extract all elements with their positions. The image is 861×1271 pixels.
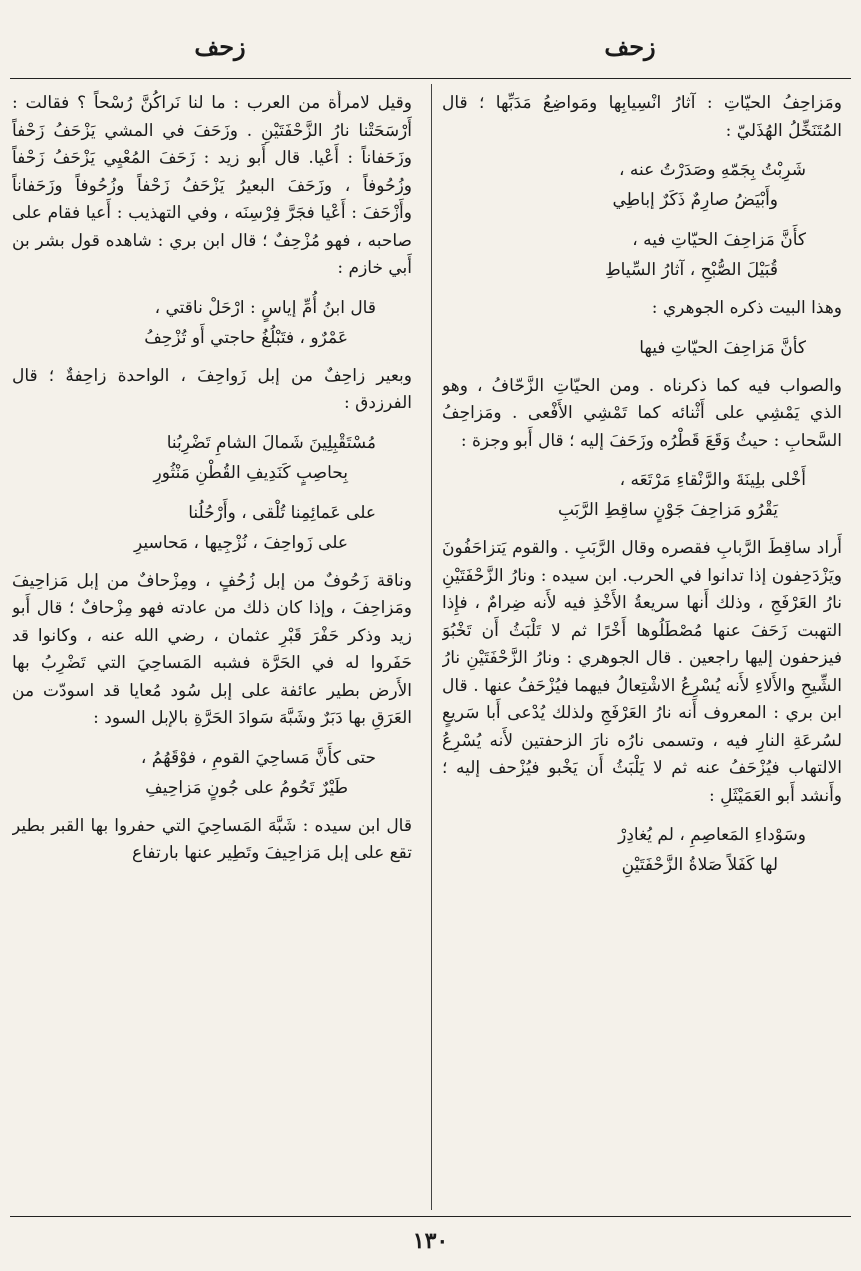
verse-hemistich: وسَوْداءِ المَعاصِمِ ، لم يُغادِرْ — [618, 825, 806, 845]
verse — [442, 820, 842, 880]
verse-hemistich: وأَبْيَضُ صارِمٌ ذَكَرٌ إباطِي — [612, 190, 778, 210]
verse-hemistich: حتى كأَنَّ مَساحِيَ القومِ ، فوْقَهُمُ ، — [140, 747, 376, 768]
paragraph: ومَزاحِفُ الحيّاتِ : آثارُ انْسِيابِها ومَواضِعُ مَدَبِّها ؛ قال المُتَنَخِّلُ الهُذَليّ : — [442, 93, 842, 141]
paragraph: وقيل لامرأَة من العرب : ما لنا نَراكُنَّ رُسْحاً ؟ فقالت : أَرْسَحَتْنا نارُ الزَّحْفَتَيْنِ . وزَحَفَ في المشي يَزْحَفُ زَحْفاً وزَحَفاناً : أَعْيا. قال أَبو زيد : زَحَفَ المُعْيِي يَزْحَفُ زَحْفاً وزُحُوفاً ، وزَحَفَ البعيرُ يَزْحَفُ زَحْفاً وزُحُوفاً وزَحَفاناً وأَزْحَفَ : أَعْيا فجَرَّ فِرْسِنَه ، وفي التهذيب : أَعيا فقام على صاحبه ، فهو مُزْحِفٌ ؛ قال ابن بري : شاهده قول بشر بن أَبي خازم : — [12, 93, 412, 278]
verse — [442, 333, 842, 363]
left-column — [12, 90, 412, 1212]
verse-hemistich: قُبَيْلَ الصُّبْحِ ، آثارُ السِّياطِ — [604, 260, 778, 280]
verse-hemistich: قال ابنُ أُمِّ إياسٍ : ارْحَلْ ناقتي ، — [154, 297, 376, 318]
verse-hemistich: أَخْلى بلِينَةَ والرَّنْقاءِ مَرْتَعَه ، — [619, 470, 806, 490]
verse — [442, 155, 842, 215]
verse-hemistich: كأنَّ مَزاحِفَ الحيّاتِ فيها — [639, 337, 806, 358]
verse-hemistich: بِحاصِبٍ كَنَدِيفِ القُطْنِ مَنْثُورِ — [153, 462, 348, 483]
bottom-rule — [10, 1216, 851, 1217]
top-rule — [10, 78, 851, 79]
verse-hemistich: على زَواحِفَ ، نُزْجِيها ، مَحاسيرِ — [134, 532, 348, 553]
running-head-right: زحف — [604, 32, 656, 61]
verse — [442, 225, 842, 285]
paragraph: أَراد ساقِطَ الرَّبابِ فقصره وقال الرَّبَبِ . والقوم يَتزاحَفُونَ ويَزْدَحِفون إذا تدانوا في الحرب. ابن سيده : ونارُ الزَّحْفَتَيْنِ نارُ العَرْفَجِ ، وذلك أَنها سريعةُ الأَخْذِ فيه لأَنه ضِرامٌ ، فإِذا التهبت زَحَفَ عنها مُصْطَلُوها أَخْرًا ثم لا تَلْبَثُ أَن تَخْبُوَ فيزحفون إليها راجعين . قال الجوهري : ونارُ الزَّحْفَتَيْنِ نارُ الشِّيحِ والأَلاءِ لأَنه يُسْرِعُ الاشْتِعالُ فيهما فيُزْحَفُ عنها . قال ابن بري : المعروف أَنه نارُ العَرْفَجِ ولذلك يُدْعى أَبا سَريعٍ لسُرعَةِ النارِ فيه ، وتسمى نارُه نارَ الزحفتين لأَنه يُسْرِعُ الالتهاب فيُزْحَفُ عنه ثم لا يَلْبَثُ أَن يَخْبو فيُزْحف إليه ؛ وأَنشد أَبو العَمَيْثَلِ : — [442, 538, 842, 806]
verse — [12, 743, 412, 803]
verse-hemistich: كأَنَّ مَزاحِفَ الحيّاتِ فيه ، — [632, 230, 806, 250]
running-head-left: زحف — [194, 32, 246, 61]
right-column — [442, 90, 842, 1212]
verse — [12, 428, 412, 488]
verse-hemistich: مُسْتَقْبِلِينَ شَمالَ الشامِ تَضْرِبُنا — [166, 432, 376, 453]
verse-hemistich: يَقْرُو مَزاحِفَ جَوْنٍ ساقِطِ الرَّبَبِ — [557, 500, 778, 520]
paragraph: قال ابن سيده : شَبَّهَ المَساحِيَ التي حفروا بها القبر بطير تقع على إبل مَزاحِيفَ وتَطِير عنها بارتفاع — [12, 815, 412, 863]
paragraph: والصواب فيه كما ذكرناه . ومن الحيّاتِ الزَّحّافُ ، وهو الذي يَمْشِي على أَثْنائه كما تَمْشِي الأَفْعى . ومَزاحِفُ السَّحابِ : حيثُ وَقَعَ قَطْرُه وزَحَفَ إليه ؛ قال أَبو وجزة : — [442, 375, 842, 451]
verse-hemistich: على عَمائِمِنا تُلْقى ، وأَرْحُلُنا — [188, 502, 376, 523]
verse-hemistich: طَيْرٌ تَحُومُ على جُونٍ مَزاحِيفِ — [145, 777, 348, 798]
page-number: ١٣٠ — [412, 1228, 449, 1254]
verse-hemistich: لها كَفَلاً صَلاةُ الزَّحْفَتَيْنِ — [621, 855, 778, 875]
verse — [442, 465, 842, 525]
paragraph: وبعير زاحِفٌ من إبل زَواحِفَ ، الواحدة زاحِفةٌ ؛ قال الفرزدق : — [12, 365, 412, 413]
verse-hemistich: شَرِبْتُ بِجَمّهِ وصَدَرْتُ عنه ، — [619, 160, 806, 180]
column-divider — [431, 84, 432, 1210]
paragraph: وناقة زَحُوفٌ من إبل زُحُفٍ ، ومِزْحافٌ من إبل مَزاحِيفَ ومَزاحِفَ ، وإذا كان ذلك من عادته فهو مِزْحافٌ ؛ قال أَبو زيد وذكر حَفْرَ قَبْرِ عثمان ، رضي الله عنه ، وكانوا قد حَفَروا له في الحَرَّة فشبه المَساحِيَ التي تَضْرِبُ بها الأَرض بطير عائفة على إبل سُود مُعايا قد اسودّت من العَرَقِ بها دَبَرٌ وشَبَّهَ سَوادَ الحَرَّةِ بالإبل السود : — [12, 570, 412, 728]
verse — [12, 498, 412, 558]
paragraph: وهذا البيت ذكره الجوهري : — [651, 298, 842, 318]
verse-hemistich: عَمْرٌو ، فتَبْلُغُ حاجتي أَو تُزْحِفُ — [144, 327, 348, 348]
verse — [12, 293, 412, 353]
